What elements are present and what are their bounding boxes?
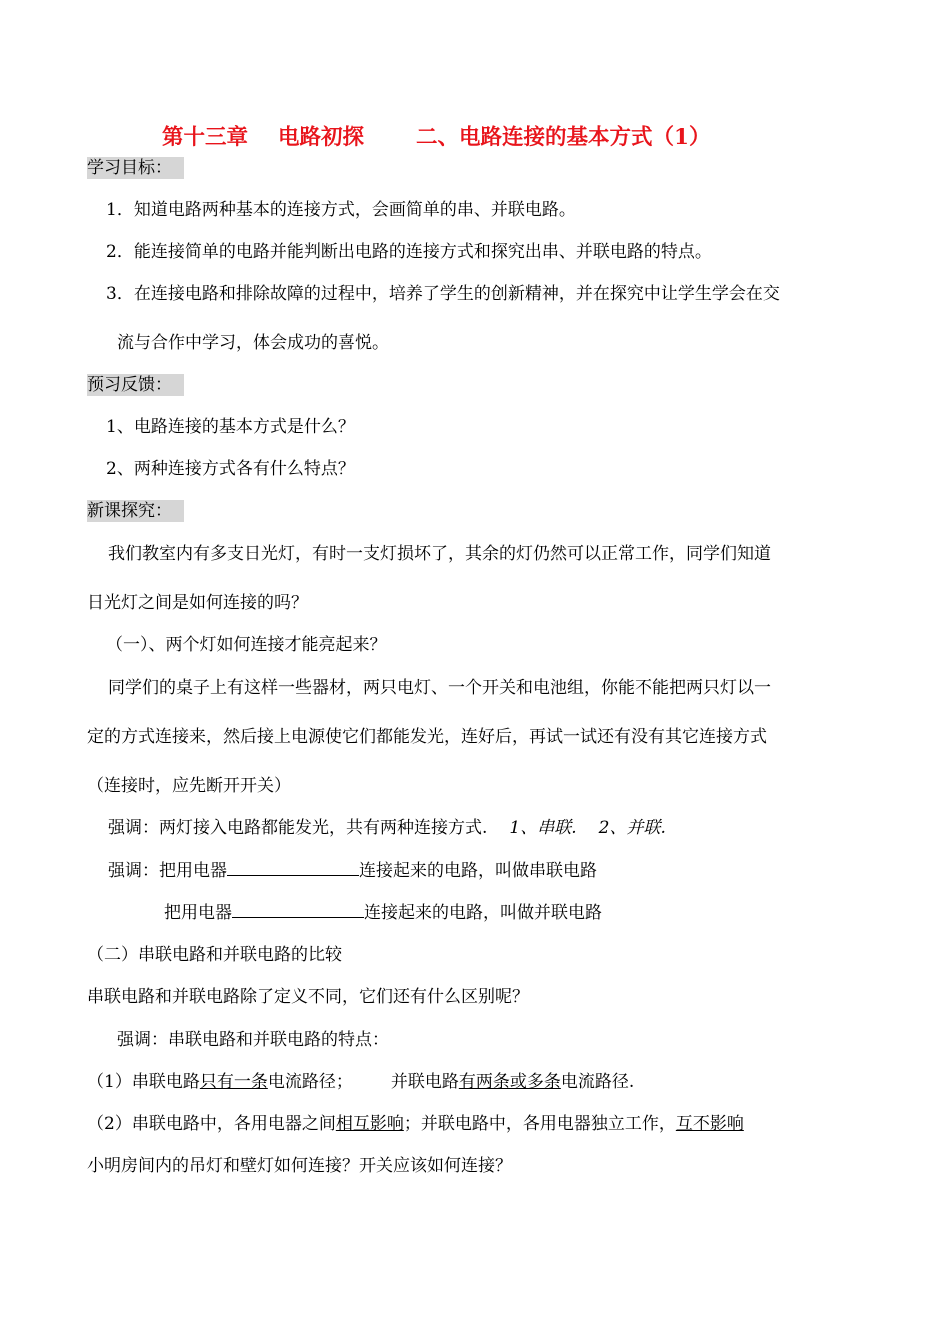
emphasis-1 — [108, 817, 666, 839]
emphasis-4: 强调：串联电路和并联电路的特点： — [117, 1030, 389, 1050]
lesson-label: 二、电路连接的基本方式（1） — [416, 125, 711, 150]
para-line-2: 定的方式连接来，然后接上电源使它们都能发光，连好后，再试一试还有没有其它连接方式 — [87, 727, 767, 747]
parallel-label: 2、并联. — [598, 818, 666, 838]
emphasis-1-text: 强调：两灯接入电路都能发光，共有两种连接方式. — [108, 818, 488, 838]
chapter-label: 第十三章 — [162, 125, 249, 150]
point-1-a: （1）串联电路 — [87, 1072, 200, 1092]
intro-line-1: 我们教室内有多支日光灯，有时一支灯损坏了，其余的灯仍然可以正常工作，同学们知道 — [108, 544, 771, 564]
emphasis-2-post: 连接起来的电路，叫做串联电路 — [359, 861, 597, 881]
objectives-heading: 学习目标： — [87, 157, 184, 179]
point-1-d: 并联电路 — [390, 1072, 459, 1092]
subsection-2: （二）串联电路和并联电路的比较 — [87, 945, 342, 965]
last-question: 小明房间内的吊灯和壁灯如何连接？开关应该如何连接？ — [87, 1156, 512, 1176]
point-1 — [87, 1071, 634, 1093]
subsection-1: （一）、两个灯如何连接才能亮起来？ — [106, 635, 387, 655]
objective-item-3-cont: 流与合作中学习，体会成功的喜悦。 — [117, 333, 389, 353]
objective-item-2: 2．能连接简单的电路并能判断出电路的连接方式和探究出串、并联电路的特点。 — [106, 242, 712, 262]
preview-item-1: 1、电路连接的基本方式是什么？ — [106, 417, 355, 437]
emphasis-2-pre: 强调：把用电器 — [108, 861, 227, 881]
point-2-underline-2: 互不影响 — [675, 1114, 744, 1134]
emphasis-3-post: 连接起来的电路，叫做并联电路 — [364, 903, 602, 923]
topic-label: 电路初探 — [278, 125, 365, 150]
page-title — [162, 124, 711, 152]
emphasis-3-pre: 把用电器 — [164, 903, 232, 923]
objective-item-3: 3．在连接电路和排除故障的过程中，培养了学生的创新精神，并在探究中让学生学会在交 — [106, 284, 780, 304]
preview-item-2: 2、两种连接方式各有什么特点？ — [106, 459, 355, 479]
para-line-1: 同学们的桌子上有这样一些器材，两只电灯、一个开关和电池组，你能不能把两只灯以一 — [108, 678, 771, 698]
preview-heading: 预习反馈： — [87, 374, 184, 396]
point-1-underline-2: 有两条或多条 — [458, 1072, 561, 1092]
point-2-underline-1: 相互影响 — [335, 1114, 404, 1134]
point-1-underline-1: 只有一条 — [199, 1072, 268, 1092]
emphasis-2 — [108, 859, 597, 882]
para-line-3: （连接时，应先断开开关） — [87, 776, 291, 796]
emphasis-3 — [164, 901, 602, 924]
blank-series[interactable] — [227, 859, 359, 876]
explore-heading: 新课探究： — [87, 500, 184, 522]
point-2-c: ；并联电路中，各用电器独立工作， — [403, 1114, 676, 1134]
blank-parallel[interactable] — [232, 901, 364, 918]
question-line: 串联电路和并联电路除了定义不同，它们还有什么区别呢？ — [87, 987, 529, 1007]
objective-item-1: 1．知道电路两种基本的连接方式，会画简单的串、并联电路。 — [106, 200, 576, 220]
intro-line-2: 日光灯之间是如何连接的吗？ — [87, 593, 308, 613]
point-1-c: 电流路径； — [267, 1072, 353, 1092]
point-1-f: 电流路径. — [560, 1072, 635, 1092]
point-2-a: （2）串联电路中，各用电器之间 — [87, 1114, 336, 1134]
point-2 — [87, 1113, 744, 1135]
series-label: 1、串联. — [509, 818, 577, 838]
